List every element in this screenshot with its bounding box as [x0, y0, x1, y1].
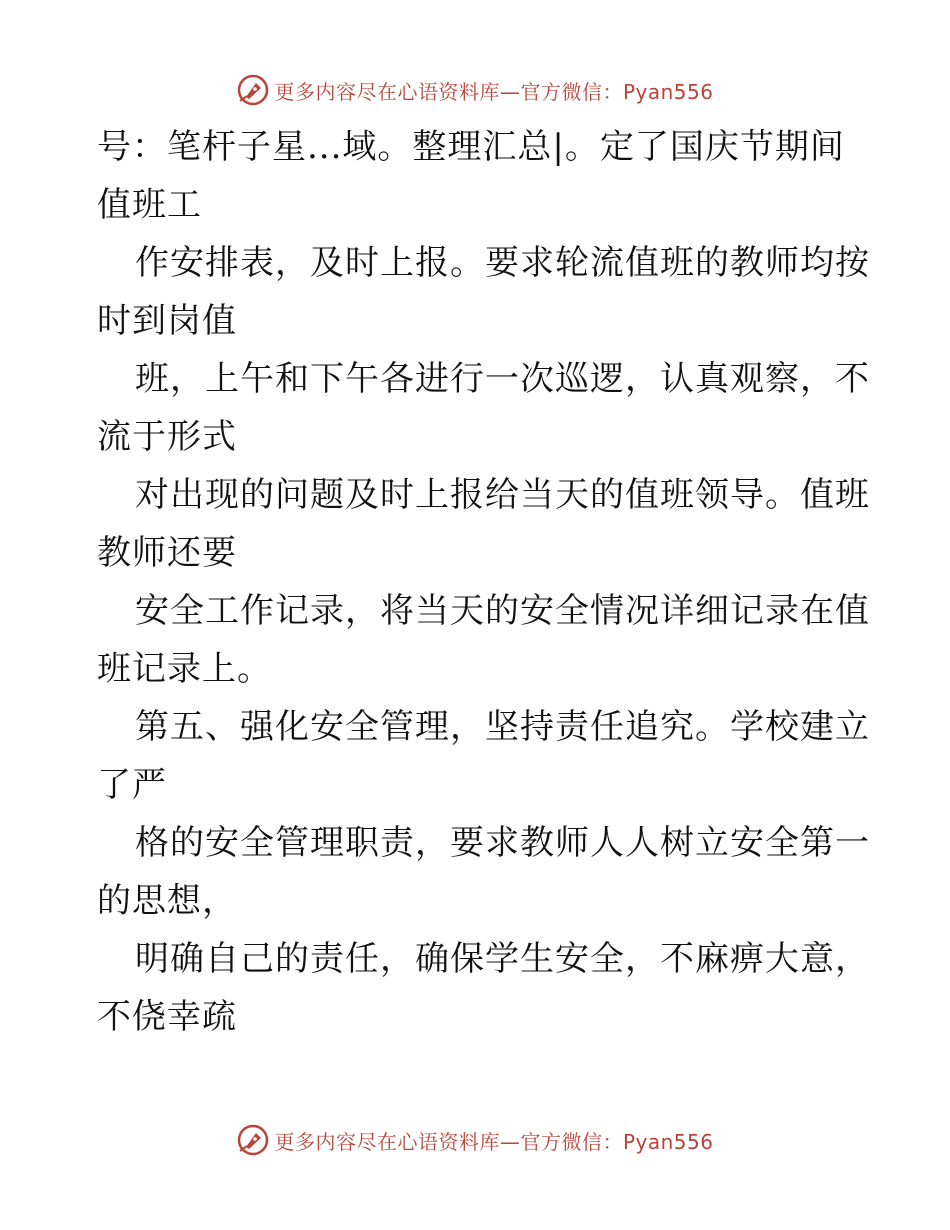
header-watermark [0, 70, 950, 110]
document-body [97, 118, 870, 1046]
text-line: 教师还要 [97, 533, 237, 573]
text-line: 第五、强化安全管理，坚持责任追究。学校建立 [135, 707, 870, 747]
text-line: 时到岗值 [97, 301, 237, 341]
text-line: 格的安全管理职责，要求教师人人树立安全第一 [135, 823, 870, 863]
text-line: 号：笔杆子星...域。整理汇总|。定了国庆节期间 [97, 127, 845, 167]
text-line: 班记录上。 [97, 649, 272, 689]
text-line: 对出现的问题及时上报给当天的值班领导。值班 [135, 475, 870, 515]
text-line: 了严 [97, 765, 167, 805]
footer-watermark-text: 更多内容尽在心语资料库—官方微信：Pyan556 [274, 1129, 714, 1154]
pen-nib-logo-icon [236, 73, 270, 107]
text-line: 值班工 [97, 185, 202, 225]
text-line: 安全工作记录，将当天的安全情况详细记录在值 [135, 591, 870, 631]
text-line: 的思想， [97, 881, 237, 921]
footer-watermark [0, 1120, 950, 1160]
text-line: 明确自己的责任，确保学生安全，不麻痹大意， [135, 939, 870, 979]
text-line: 流于形式 [97, 417, 237, 457]
pen-nib-logo-icon [236, 1123, 270, 1157]
text-line: 班，上午和下午各进行一次巡逻，认真观察，不 [135, 359, 870, 399]
text-line: 作安排表，及时上报。要求轮流值班的教师均按 [135, 243, 870, 283]
header-watermark-text: 更多内容尽在心语资料库—官方微信：Pyan556 [274, 79, 714, 104]
text-line: 不侥幸疏 [97, 997, 237, 1037]
